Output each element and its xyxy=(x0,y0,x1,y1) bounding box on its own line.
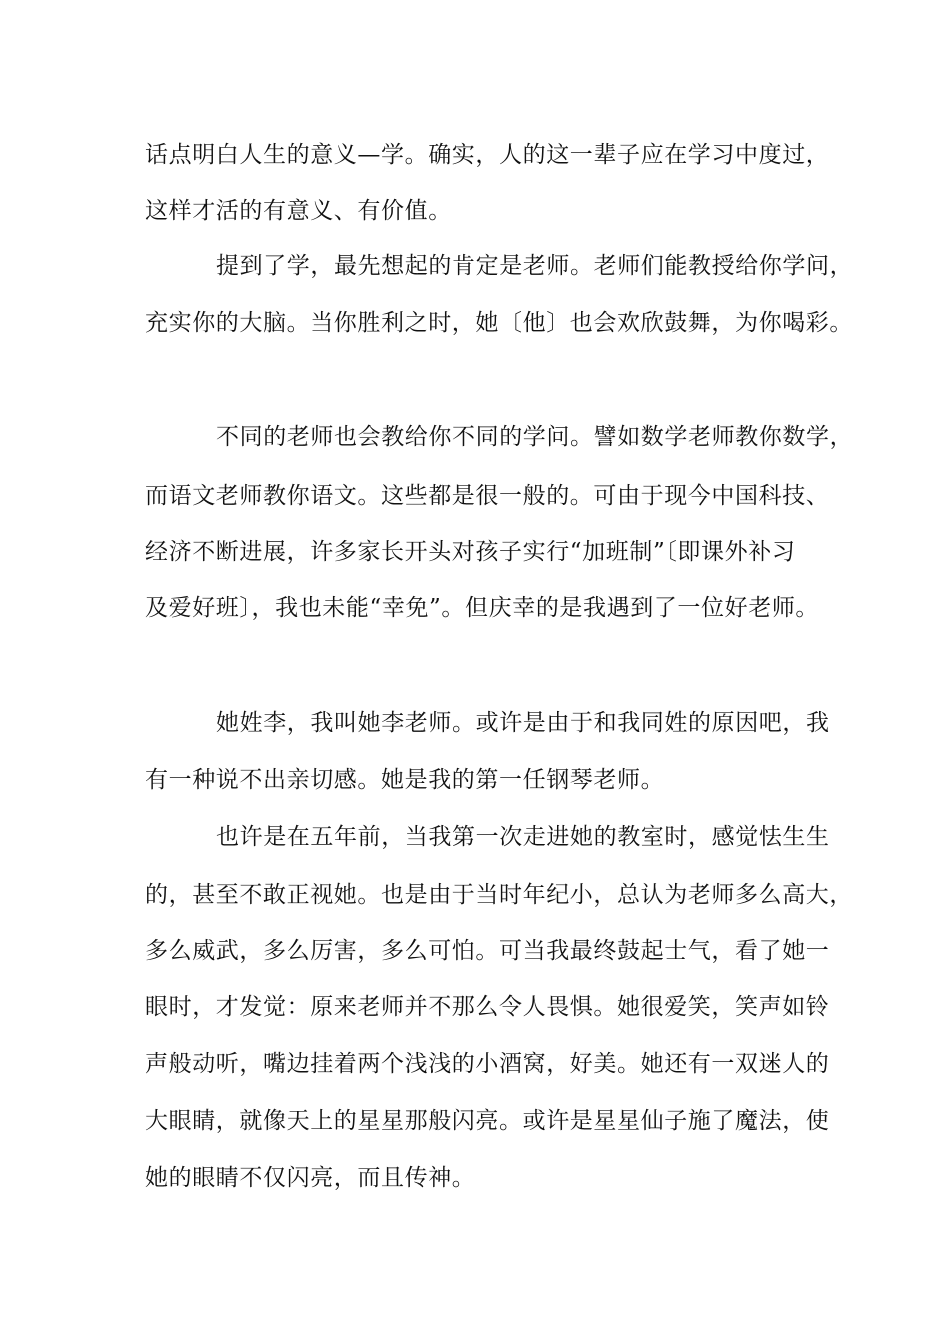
text-line: 这样才活的有意义、有价值。 xyxy=(145,198,452,224)
text-line: 经济不断进展，许多家长开头对孩子实行“加班制”〔即课外补习 xyxy=(145,539,796,565)
text-line: 不同的老师也会教给你不同的学问。譬如数学老师教你数学， xyxy=(216,424,854,450)
text-line: 眼时，才发觉：原来老师并不那么令人畏惧。她很爱笑，笑声如铃 xyxy=(145,994,830,1020)
text-line: 的，甚至不敢正视她。也是由于当时年纪小，总认为老师多么高大， xyxy=(145,882,853,908)
text-line: 及爱好班〕，我也未能“幸免”。但庆幸的是我遇到了一位好老师。 xyxy=(145,595,820,621)
text-line: 话点明白人生的意义—学。确实，人的这一辈子应在学习中度过， xyxy=(145,142,830,168)
text-line: 她姓李，我叫她李老师。或许是由于和我同姓的原因吧，我 xyxy=(216,710,830,736)
text-line: 声般动听，嘴边挂着两个浅浅的小酒窝，好美。她还有一双迷人的 xyxy=(145,1051,830,1077)
text-line: 她的眼睛不仅闪亮，而且传神。 xyxy=(145,1165,476,1191)
text-line: 多么威武，多么厉害，多么可怕。可当我最终鼓起士气，看了她一 xyxy=(145,938,830,964)
text-line: 提到了学，最先想起的肯定是老师。老师们能教授给你学问， xyxy=(216,253,854,279)
text-line: 有一种说不出亲切感。她是我的第一任钢琴老师。 xyxy=(145,767,665,793)
text-line: 充实你的大脑。当你胜利之时，她〔他〕也会欢欣鼓舞，为你喝彩。 xyxy=(145,310,853,336)
text-line: 而语文老师教你语文。这些都是很一般的。可由于现今中国科技、 xyxy=(145,483,830,509)
text-line: 也许是在五年前，当我第一次走进她的教室时，感觉怯生生 xyxy=(216,824,830,850)
text-line: 大眼睛，就像天上的星星那般闪亮。或许是星星仙子施了魔法，使 xyxy=(145,1108,830,1134)
